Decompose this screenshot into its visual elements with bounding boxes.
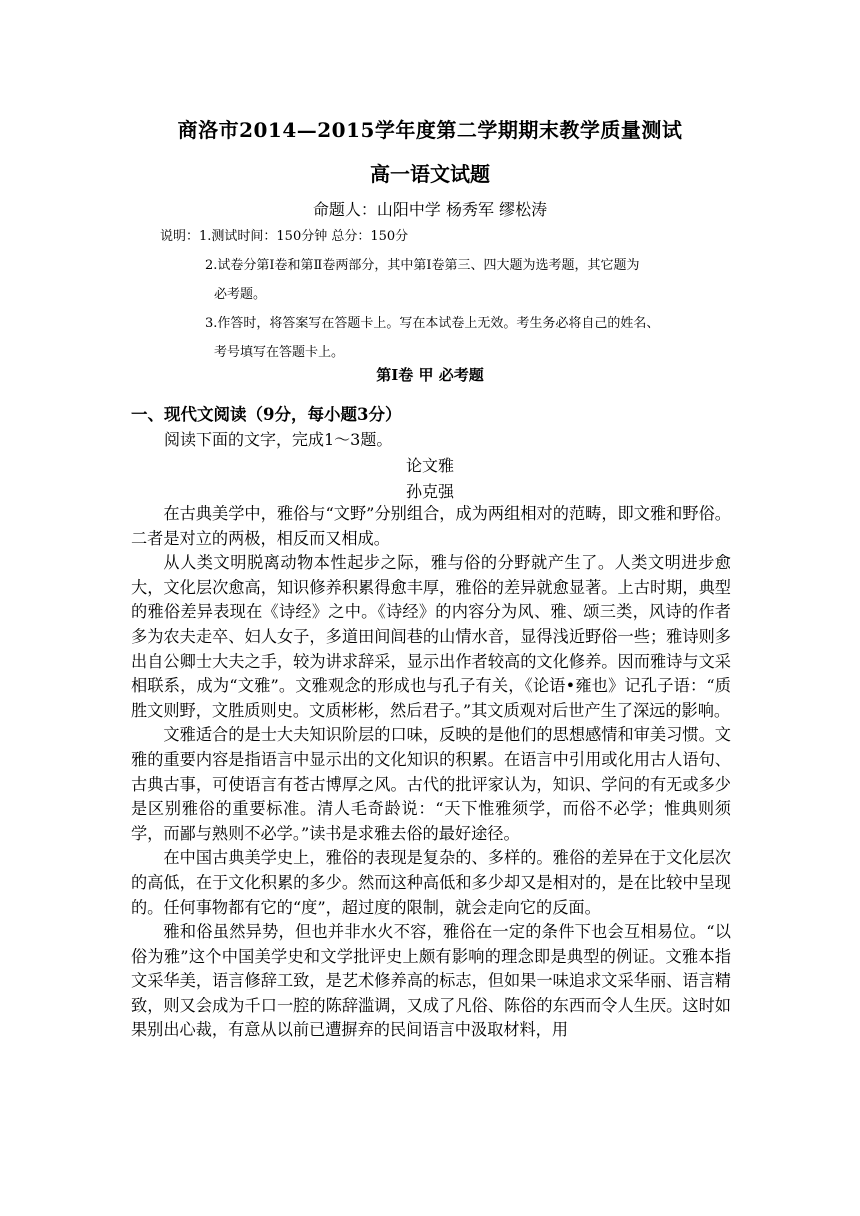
essay-author: 孙克强 — [405, 482, 454, 501]
essay-paragraph: 从人类文明脱离动物本性起步之际，雅与俗的分野就产生了。人类文明进步愈大，文化层次愈高，知识修养积累得愈丰厚，雅俗的差异就愈显著。上古时期，典型的雅俗差异表现在《诗经》之中。《诗经》的内容分为风、雅、颂三类，风诗的作者多为农夫走卒、妇人女子，多道田间闾巷的山情水音，显得浅近野俗一些；雅诗则多出自公卿士大夫之手，较为讲求辞采，显示出作者较高的文化修养。因而雅诗与文采相联系，成为“文雅”。文雅观念的形成也与孔子有关，《论语•雍也》记孔子语：“质胜文则野，文胜质则史。文质彬彬，然后君子。”其文质观对后世产生了深远的影响。 — [131, 553, 731, 720]
reading-instruction: 阅读下面的文字，完成1～3题。 — [164, 430, 393, 449]
note-line-2: 2.试卷分第Ⅰ卷和第Ⅱ卷两部分，其中第Ⅰ卷第三、四大题为选考题，其它题为 — [205, 258, 640, 273]
essay-title: 论文雅 — [405, 456, 454, 475]
question-heading: 一、现代文阅读（9分，每小题3分） — [131, 405, 402, 424]
essay-paragraph: 在中国古典美学史上，雅俗的表现是复杂的、多样的。雅俗的差异在于文化层次的高低，在于文化积累的多少。然而这种高低和多少却又是相对的，是在比较中呈现的。任何事物都有它的“度”，超过度的限制，就会走向它的反面。 — [131, 848, 731, 917]
essay-paragraph: 文雅适合的是士大夫知识阶层的口味，反映的是他们的思想感情和审美习惯。文雅的重要内容是指语言中显示出的文化知识的积累。在语言中引用或化用古人语句、古典古事，可使语言有苍古博厚之风。古代的批评家认为，知识、学问的有无或多少是区别雅俗的重要标准。清人毛奇龄说：“天下惟雅须学，而俗不必学；惟典则须学，而鄙与熟则不必学。”读书是求雅去俗的最好途径。 — [131, 725, 731, 843]
note-line-1: 说明：1.测试时间：150分钟 总分：150分 — [160, 229, 409, 244]
essay-body — [131, 502, 731, 1043]
essay-paragraph: 在古典美学中，雅俗与“文野”分别组合，成为两组相对的范畴，即文雅和野俗。二者是对立的两极，相反而又相成。 — [131, 504, 731, 548]
section-heading: 第Ⅰ卷 甲 必考题 — [376, 366, 484, 384]
exam-subtitle: 高一语文试题 — [370, 162, 490, 186]
essay-paragraph: 雅和俗虽然异势，但也并非水火不容，雅俗在一定的条件下也会互相易位。“以俗为雅”这个中国美学史和文学批评史上颇有影响的理念即是典型的例证。文雅本指文采华美，语言修辞工致，是艺术修养高的标志，但如果一味追求文采华丽、语言精致，则又会成为千口一腔的陈辞滥调，又成了凡俗、陈俗的东西而令人生厌。这时如果别出心裁，有意从以前已遭摒弃的民间语言中汲取材料，用 — [131, 922, 731, 1040]
note-line-2b: 必考题。 — [214, 287, 267, 302]
exam-title: 商洛市2014—2015学年度第二学期期末教学质量测试 — [177, 118, 683, 142]
exam-authors: 命题人：山阳中学 杨秀军 缪松涛 — [312, 200, 548, 219]
note-line-3b: 考号填写在答题卡上。 — [214, 345, 345, 360]
note-line-3: 3.作答时，将答案写在答题卡上。写在本试卷上无效。考生务必将自己的姓名、 — [205, 316, 660, 331]
